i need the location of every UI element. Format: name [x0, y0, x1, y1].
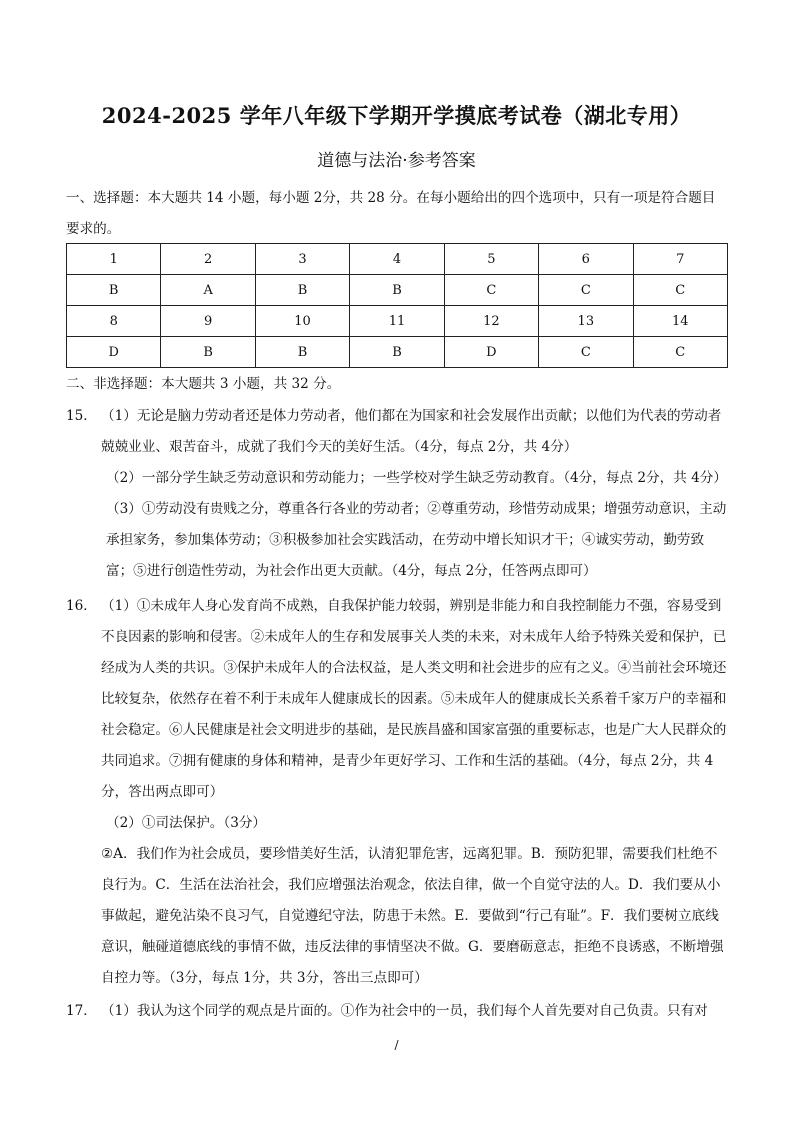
- answer-table: [66, 243, 728, 368]
- answer-table-cell: 13: [539, 306, 633, 337]
- answer-table-cell: B: [255, 275, 349, 306]
- answer-table-cell: C: [633, 275, 727, 306]
- answer-table-cell: B: [161, 337, 255, 368]
- answer-table-cell: 1: [67, 244, 161, 275]
- answer-table-cell: B: [255, 337, 349, 368]
- answer-table-answer-row: [67, 337, 728, 368]
- answer-table-cell: B: [350, 337, 444, 368]
- answer-table-cell: C: [444, 275, 538, 306]
- answer-table-cell: 6: [539, 244, 633, 275]
- page-footer-mark: /: [394, 1038, 399, 1052]
- section1-heading: 一、选择题：本大题共 14 小题，每小题 2分，共 28 分。在每小题给出的四个选项中，只有一项是符合题目要求的。: [66, 190, 716, 237]
- answer-table-cell: 3: [255, 244, 349, 275]
- question-15: [66, 401, 728, 587]
- answer-table-cell: C: [539, 275, 633, 306]
- question-17: [66, 996, 728, 1027]
- page-subtitle: 道德与法治·参考答案: [317, 151, 476, 171]
- answer-table-cell: D: [444, 337, 538, 368]
- question-16-part3: ②A．我们作为社会成员，要珍惜美好生活，认清犯罪危害，远离犯罪。B．预防犯罪，需要我们杜绝不良行为。C．生活在法治社会，我们应增强法治观念，依法自律，做一个自觉守法的人。D．我们要从小事做起，避免沾染不良习气，自觉遵纪守法，防患于未然。E．要做到“行己有耻”。F．我们要树立底线意识，触碰道德底线的事情不做，违反法律的事情坚决不做。G．要磨砺意志，拒绝不良诱惑，不断增强自控力等。（3分，每点 1分，共 3分，答出三点即可）: [101, 846, 724, 986]
- question-16-number: 16．: [66, 598, 97, 614]
- answer-table-number-row: [67, 306, 728, 337]
- answer-table-cell: 4: [350, 244, 444, 275]
- question-17-number: 17．: [66, 1003, 97, 1019]
- question-16-part1: （1）①未成年人身心发育尚不成熟，自我保护能力较弱，辨别是非能力和自我控制能力不强，容易受到不良因素的影响和侵害。②未成年人的生存和发展事关人类的未来，对未成年人给予特殊关爱和保护，已经成为人类的共识。③保护未成年人的合法权益，是人类文明和社会进步的应有之义。④当前社会环境还比较复杂，依然存在着不利于未成年人健康成长的因素。⑤未成年人的健康成长关系着千家万户的幸福和社会稳定。⑥人民健康是社会文明进步的基础，是民族昌盛和国家富强的重要标志，也是广大人民群众的共同追求。⑦拥有健康的身体和精神，是青少年更好学习、工作和生活的基础。（4分，每点 2分，共 4分，答出两点即可）: [101, 598, 727, 800]
- section2-heading: 二、非选择题：本大题共 3 小题，共 32 分。: [66, 376, 341, 392]
- answer-table-cell: 7: [633, 244, 727, 275]
- answer-table-cell: A: [161, 275, 255, 306]
- question-15-number: 15．: [66, 408, 97, 424]
- answer-table-answer-row: [67, 275, 728, 306]
- page-title: 2024-2025 学年八年级下学期开学摸底考试卷（湖北专用）: [101, 103, 692, 128]
- question-15-part3: （3）①劳动没有贵贱之分，尊重各行各业的劳动者；②尊重劳动，珍惜劳动成果；增强劳动意识，主动承担家务，参加集体劳动；③积极参加社会实践活动，在劳动中增长知识才干；④诚实劳动，勤劳致富；⑤进行创造性劳动，为社会作出更大贡献。（4分，每点 2分，任答两点即可）: [106, 501, 727, 579]
- answer-table-cell: 2: [161, 244, 255, 275]
- answer-table-cell: C: [539, 337, 633, 368]
- question-15-part1: （1）无论是脑力劳动者还是体力劳动者，他们都在为国家和社会发展作出贡献；以他们为代表的劳动者兢兢业业、艰苦奋斗，成就了我们今天的美好生活。（4分，每点 2分，共 4分）: [101, 408, 722, 455]
- answer-table-cell: 5: [444, 244, 538, 275]
- answer-table-cell: 12: [444, 306, 538, 337]
- answer-table-cell: 9: [161, 306, 255, 337]
- answer-table-cell: 8: [67, 306, 161, 337]
- question-17-part1: （1）我认为这个同学的观点是片面的。①作为社会中的一员，我们每个人首先要对自己负责。只有对: [101, 1003, 708, 1019]
- answer-table-cell: 11: [350, 306, 444, 337]
- answer-table-cell: 14: [633, 306, 727, 337]
- answer-table-cell: 10: [255, 306, 349, 337]
- question-15-part2: （2）一部分学生缺乏劳动意识和劳动能力；一些学校对学生缺乏劳动教育。（4分，每点 2分，共 4分）: [106, 470, 727, 486]
- answer-table-number-row: [67, 244, 728, 275]
- answer-table-cell: B: [67, 275, 161, 306]
- answer-table-cell: B: [350, 275, 444, 306]
- question-16-part2: （2）①司法保护。（3分）: [106, 815, 267, 831]
- answer-table-cell: D: [67, 337, 161, 368]
- answer-table-cell: C: [633, 337, 727, 368]
- question-16: [66, 591, 728, 994]
